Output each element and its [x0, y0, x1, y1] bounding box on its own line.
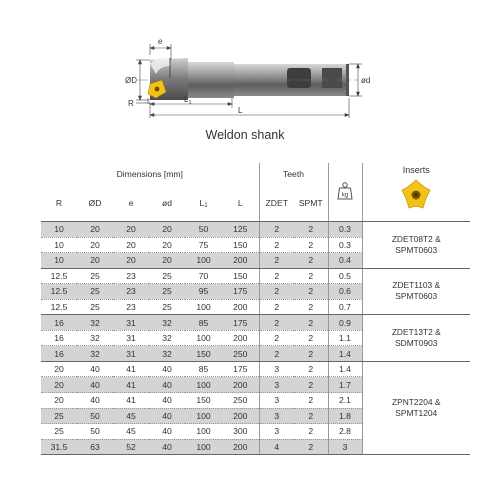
insert-code-line1: ZDET13T2 &: [391, 327, 441, 338]
cell-e: 23: [113, 268, 149, 284]
cell-spmt: 2: [294, 439, 328, 455]
cell-zdet: 3: [259, 424, 294, 440]
cell-r: 20: [41, 377, 77, 393]
cell-spmt: 2: [294, 330, 328, 346]
cell-d: 32: [77, 346, 113, 362]
table-row: [41, 361, 470, 377]
cell-kg: 1.4: [328, 346, 362, 362]
cell-r: 10: [41, 253, 77, 269]
dim-L-label: L: [238, 106, 243, 115]
cell-l: 125: [222, 222, 259, 238]
cell-e: 20: [113, 237, 149, 253]
cell-l: 150: [222, 237, 259, 253]
cell-spmt: 2: [294, 237, 328, 253]
cell-d: 25: [149, 268, 185, 284]
inserts-header-label: Inserts: [402, 165, 430, 175]
cell-zdet: 2: [259, 268, 294, 284]
cell-r: 20: [41, 361, 77, 377]
cell-spmt: 2: [294, 346, 328, 362]
weight-icon-label: kg: [341, 192, 349, 199]
cell-l: 150: [222, 268, 259, 284]
cell-zdet: 4: [259, 439, 294, 455]
cell-spmt: 2: [294, 222, 328, 238]
cell-d: 25: [77, 299, 113, 315]
cell-l1: 85: [185, 361, 222, 377]
cell-l: 250: [222, 346, 259, 362]
cell-e: 31: [113, 315, 149, 331]
cell-d: 25: [149, 284, 185, 300]
cell-zdet: 3: [259, 393, 294, 409]
cell-e: 41: [113, 393, 149, 409]
cell-d: 25: [77, 284, 113, 300]
insert-code-line2: SDMT0903: [395, 338, 438, 349]
cell-l: 200: [222, 439, 259, 455]
tool-drawing: [0, 0, 490, 140]
insert-code-line2: SPMT0603: [395, 244, 438, 255]
cell-zdet: 2: [259, 237, 294, 253]
cell-l1: 100: [185, 299, 222, 315]
cell-kg: 0.3: [328, 237, 362, 253]
cell-l: 200: [222, 408, 259, 424]
cell-zdet: 2: [259, 346, 294, 362]
cell-kg: 0.6: [328, 284, 362, 300]
cell-d: 20: [77, 222, 113, 238]
cell-r: 10: [41, 237, 77, 253]
insert-code-line1: ZPNT2204 &: [392, 397, 441, 408]
cell-d: 32: [77, 330, 113, 346]
cell-l1: 150: [185, 393, 222, 409]
dim-L1-label: $L_1$: [184, 95, 192, 106]
dimensions-table: [41, 163, 470, 455]
cell-l: 175: [222, 284, 259, 300]
cell-l: 250: [222, 393, 259, 409]
cell-spmt: 2: [294, 361, 328, 377]
cell-d: 40: [149, 393, 185, 409]
cell-d: 32: [149, 315, 185, 331]
cell-d: 20: [149, 237, 185, 253]
cell-kg: 0.3: [328, 222, 362, 238]
dim-D-label: ØD: [125, 76, 137, 85]
insert-icon: [401, 179, 431, 209]
cell-zdet: 3: [259, 361, 294, 377]
insert-group: [362, 315, 470, 362]
cell-l1: 70: [185, 268, 222, 284]
insert-code-line2: SPMT0603: [395, 291, 438, 302]
cell-e: 45: [113, 424, 149, 440]
cell-d: 40: [149, 361, 185, 377]
cell-d: 20: [149, 222, 185, 238]
cell-kg: 0.9: [328, 315, 362, 331]
cell-e: 31: [113, 330, 149, 346]
cell-spmt: 2: [294, 377, 328, 393]
cell-spmt: 2: [294, 299, 328, 315]
cell-l1: 100: [185, 377, 222, 393]
cell-e: 31: [113, 346, 149, 362]
cell-l: 200: [222, 253, 259, 269]
col-header-e: e: [113, 185, 149, 222]
cell-kg: 0.7: [328, 299, 362, 315]
col-header-L1: L1: [185, 185, 222, 222]
cell-spmt: 2: [294, 424, 328, 440]
cell-r: 12.5: [41, 299, 77, 315]
cell-kg: 3: [328, 439, 362, 455]
cell-spmt: 2: [294, 268, 328, 284]
dimension-L: [150, 98, 349, 118]
cell-e: 52: [113, 439, 149, 455]
cell-d: 32: [149, 346, 185, 362]
cell-l: 175: [222, 315, 259, 331]
tool-body: [150, 58, 349, 100]
cell-kg: 2.1: [328, 393, 362, 409]
cell-d: 40: [149, 408, 185, 424]
cell-l1: 100: [185, 253, 222, 269]
cell-d: 25: [149, 299, 185, 315]
cell-l1: 100: [185, 330, 222, 346]
insert-group: [362, 222, 470, 269]
cell-e: 45: [113, 408, 149, 424]
cell-r: 10: [41, 222, 77, 238]
cell-d: 40: [77, 361, 113, 377]
col-header-spmt: SPMT: [294, 185, 328, 222]
cell-r: 20: [41, 393, 77, 409]
cell-r: 16: [41, 330, 77, 346]
cell-l1: 100: [185, 408, 222, 424]
cell-spmt: 2: [294, 284, 328, 300]
cell-l1: 150: [185, 346, 222, 362]
dimension-R: [136, 98, 150, 104]
insert-code-line1: ZDET1103 &: [392, 280, 441, 291]
dimension-e: [150, 44, 171, 60]
cell-r: 12.5: [41, 268, 77, 284]
cell-spmt: 2: [294, 253, 328, 269]
teeth-group-header: Teeth: [259, 163, 328, 185]
cell-l1: 95: [185, 284, 222, 300]
drawing-caption: Weldon shank: [205, 128, 285, 142]
cell-l: 200: [222, 330, 259, 346]
cell-spmt: 2: [294, 393, 328, 409]
insert-group: [362, 361, 470, 454]
table-body: [41, 222, 470, 455]
cell-zdet: 2: [259, 253, 294, 269]
cell-l: 200: [222, 299, 259, 315]
cell-e: 20: [113, 253, 149, 269]
cell-e: 41: [113, 377, 149, 393]
col-header-D: ØD: [77, 185, 113, 222]
cell-l1: 75: [185, 237, 222, 253]
cell-zdet: 2: [259, 222, 294, 238]
cell-spmt: 2: [294, 408, 328, 424]
cell-d: 50: [77, 408, 113, 424]
cell-d: 20: [77, 253, 113, 269]
insert-group: [362, 268, 470, 315]
inserts-header: [362, 163, 470, 222]
cell-kg: 1.8: [328, 408, 362, 424]
cell-l: 175: [222, 361, 259, 377]
cell-r: 25: [41, 408, 77, 424]
cell-l: 300: [222, 424, 259, 440]
cell-d: 50: [77, 424, 113, 440]
col-header-d: ød: [149, 185, 185, 222]
cell-kg: 1.1: [328, 330, 362, 346]
cell-e: 23: [113, 299, 149, 315]
table-row: [41, 268, 470, 284]
cell-r: 12.5: [41, 284, 77, 300]
weight-icon: [337, 182, 353, 200]
cell-r: 25: [41, 424, 77, 440]
cell-d: 32: [149, 330, 185, 346]
cell-d: 20: [77, 237, 113, 253]
cell-l1: 100: [185, 439, 222, 455]
cell-d: 40: [149, 424, 185, 440]
cell-kg: 0.5: [328, 268, 362, 284]
cell-zdet: 2: [259, 284, 294, 300]
col-header-zdet: ZDET: [259, 185, 294, 222]
cell-zdet: 2: [259, 299, 294, 315]
cell-kg: 1.7: [328, 377, 362, 393]
dim-e-label: e: [158, 37, 163, 46]
cell-kg: 0.4: [328, 253, 362, 269]
col-header-L: L: [222, 185, 259, 222]
cell-d: 40: [149, 439, 185, 455]
cell-d: 32: [77, 315, 113, 331]
cell-e: 41: [113, 361, 149, 377]
dim-d-label: ød: [361, 76, 371, 85]
cell-d: 25: [77, 268, 113, 284]
cell-zdet: 3: [259, 377, 294, 393]
insert-code-line1: ZDET08T2 &: [391, 233, 441, 244]
cell-e: 20: [113, 222, 149, 238]
cell-l1: 85: [185, 315, 222, 331]
cell-e: 23: [113, 284, 149, 300]
cell-spmt: 2: [294, 315, 328, 331]
cell-zdet: 3: [259, 408, 294, 424]
cell-l1: 100: [185, 424, 222, 440]
insert-code-line2: SPMT1204: [395, 408, 438, 419]
dimensions-group-header: Dimensions [mm]: [41, 163, 259, 185]
cell-d: 40: [149, 377, 185, 393]
dim-R-label: R: [128, 99, 134, 108]
cell-l: 200: [222, 377, 259, 393]
cell-d: 40: [77, 377, 113, 393]
cell-d: 40: [77, 393, 113, 409]
cell-r: 16: [41, 315, 77, 331]
col-header-R: R: [41, 185, 77, 222]
cell-kg: 2.8: [328, 424, 362, 440]
cell-kg: 1.4: [328, 361, 362, 377]
cell-l1: 50: [185, 222, 222, 238]
cell-r: 31.5: [41, 439, 77, 455]
cell-zdet: 2: [259, 315, 294, 331]
cell-d: 63: [77, 439, 113, 455]
cell-r: 16: [41, 346, 77, 362]
table-row: [41, 222, 470, 238]
cell-zdet: 2: [259, 330, 294, 346]
table-row: [41, 315, 470, 331]
cell-d: 20: [149, 253, 185, 269]
weight-header: [328, 163, 362, 222]
